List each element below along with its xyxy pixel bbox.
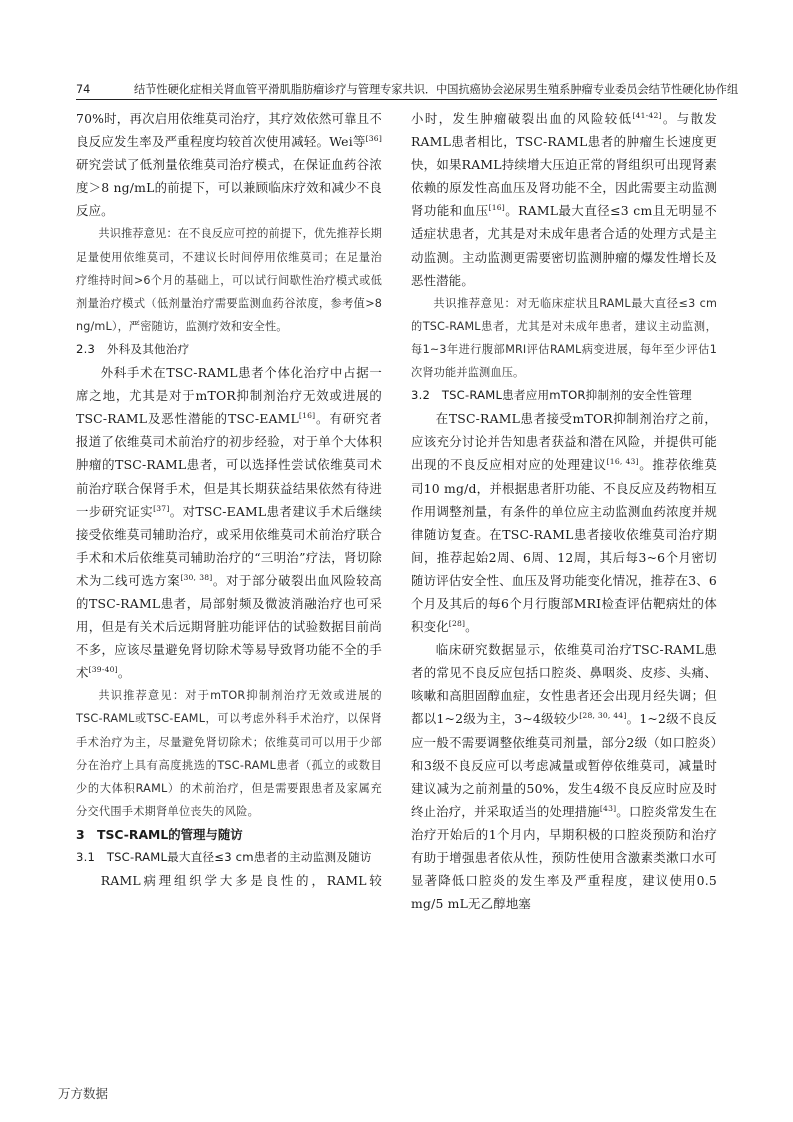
journal-running-title: 结节性硬化症相关肾血管平滑肌脂肪瘤诊疗与管理专家共识．中国抗癌协会泌尿男生殖系肿瘤专业委员会结节性硬化协作组 bbox=[134, 83, 739, 96]
paragraph-surgery: 外科手术在TSC-RAML患者个体化治疗中占据一席之地，尤其是对于mTOR抑制剂治疗无效或进展的TSC-RAML及恶性潜能的TSC-EAML[16]。有研究者报道了依维莫司术前治疗的初步经验，对于单个大体积肿瘤的TSC-RAML患者，可以选择性尝试依维莫司术前治疗联合保肾手术，但是其长期获益结果依然有待进一步研究证实[37]。对TSC-EAML患者建议手术后继续接受依维莫司辅助治疗，或采用依维莫司术前治疗联合手术和术后依维莫司辅助治疗的“三明治”疗法，肾切除术为二线可选方案[30, 38]。对于部分破裂出血风险较高的TSC-RAML患者，局部射频及微波消融治疗也可采用，但是有关术后远期肾脏功能评估的试验数据目前尚不多，应该尽量避免肾切除术等易导致肾功能不全的手术[39-40]。 bbox=[76, 365, 383, 681]
running-header bbox=[76, 83, 739, 100]
section-heading-3-1: 3.1 TSC-RAML最大直径≤3 cm患者的主动监测及随访 bbox=[76, 850, 372, 864]
citation: [16, 43] bbox=[606, 457, 639, 467]
section-heading-3-2: 3.2 TSC-RAML患者应用mTOR抑制剂的安全性管理 bbox=[411, 388, 692, 403]
citation: [43] bbox=[599, 803, 617, 813]
page-number: 74 bbox=[76, 83, 91, 96]
consensus-recommendation: 共识推荐意见：在不良反应可控的前提下，优先推荐长期足量使用依维莫司，不建议长时间停用依维莫司；在足量治疗维持时间>6个月的基础上，可以试行间歇性治疗模式或低剂量治疗模式（低剂量治疗需要监测血药谷浓度，参考值>8 ng/mL），严密随访，监测疗效和安全性。 bbox=[76, 227, 382, 333]
consensus-recommendation: 共识推荐意见：对于mTOR抑制剂治疗无效或进展的TSC-RAML或TSC-EAML，可以考虑外科手术治疗，以保肾手术治疗为主，尽量避免肾切除术；依维莫司可以用于少部分在治疗上具有高度挑选的TSC-RAML患者（孤立的或数目少的大体积RAML）的术前治疗，但是需要跟患者及家属充分交代围手术期肾单位丧失的风险。 bbox=[76, 689, 382, 818]
source-watermark: 万方数据 bbox=[58, 1086, 109, 1101]
left-column bbox=[76, 107, 382, 892]
citation: [37] bbox=[153, 503, 170, 513]
citation: [16] bbox=[298, 411, 316, 421]
section-heading-2-3: 2.3 外科及其他治疗 bbox=[76, 341, 190, 356]
right-column bbox=[411, 107, 717, 915]
citation: [36] bbox=[365, 134, 382, 144]
section-heading-3: 3 TSC-RAML的管理与随访 bbox=[76, 826, 243, 842]
citation: [41-42] bbox=[632, 111, 662, 120]
citation: [39-40] bbox=[88, 665, 118, 675]
citation: [28] bbox=[448, 619, 466, 629]
paragraph-raml-pathology: RAML病理组织学大多是良性的，RAML较 bbox=[100, 873, 382, 889]
citation: [28, 30, 44] bbox=[579, 711, 627, 721]
consensus-recommendation: 共识推荐意见：对无临床症状且RAML最大直径≤3 cm的TSC-RAML患者，尤其是对未成年患者，建议主动监测，每1~3年进行腹部MRI评估RAML病变进展，每年至少评估1次肾功能并监测血压。 bbox=[411, 296, 717, 380]
citation: [16] bbox=[488, 203, 505, 213]
citation: [30, 38] bbox=[180, 572, 213, 582]
paragraph-adverse-events: 临床研究数据显示，依维莫司治疗TSC-RAML患者的常见不良反应包括口腔炎、鼻咽炎、皮疹、头痛、咳嗽和高胆固醇血症，女性患者还会出现月经失调；但都以1~2级为主，3~4级较少[28, 30, 44]。1~2级不良反应一般不需要调整依维莫司剂量，部分2级（如口腔炎）和3级不良反应可以考虑减量或暂停依维莫司，减量时建议减为之前剂量的50%，发生4级不良反应时应及时终止治疗，并采取适当的处理措施[43]。口腔炎常发生在治疗开始后的1个月内，早期积极的口腔炎预防和治疗有助于增强患者依从性，预防性使用含激素类漱口水可显著降低口腔炎的发生率及严重程度，建议使用0.5 mg/5 mL无乙醇地塞 bbox=[411, 642, 717, 912]
paragraph-mtor-safety: 在TSC-RAML患者接受mTOR抑制剂治疗之前，应该充分讨论并告知患者获益和潜在风险，并提供可能出现的不良反应相对应的处理建议[16, 43]。推荐依维莫司10 mg/d，并根据患者肝功能、不良反应及药物相互作用调整剂量，有条件的单位应主动监测血药浓度并规律随访复查。在TSC-RAML患者接收依维莫司治疗期间，推荐起始2周、6周、12周，其后每3~6个月密切随访评估安全性、血压及肾功能变化情况，推荐在3、6个月及其后的每6个月行腹部MRI检查评估靶病灶的体积变化[28]。 bbox=[411, 411, 718, 635]
paragraph-everolimus-restart: 70%时，再次启用依维莫司治疗，其疗效依然可靠且不良反应发生率及严重程度均较首次使用减轻。Wei等[36]研究尝试了低剂量依维莫司治疗模式，在保证血药谷浓度＞8 ng/mL的前提下，可以兼顾临床疗效和减少不良反应。 bbox=[76, 111, 382, 219]
paragraph-active-monitoring: 小时，发生肿瘤破裂出血的风险较低[41-42]。与散发RAML患者相比，TSC-RAML患者的肿瘤生长速度更快，如果RAML持续增大压迫正常的肾组织可出现肾素依赖的原发性高血压及肾功能不全，因此需要主动监测肾功能和血压[16]。RAML最大直径≤3 cm且无明显不适症状患者，尤其是对未成年患者合适的处理方式是主动监测。主动监测更需要密切监测肿瘤的爆发性增长及恶性潜能。 bbox=[411, 111, 718, 288]
